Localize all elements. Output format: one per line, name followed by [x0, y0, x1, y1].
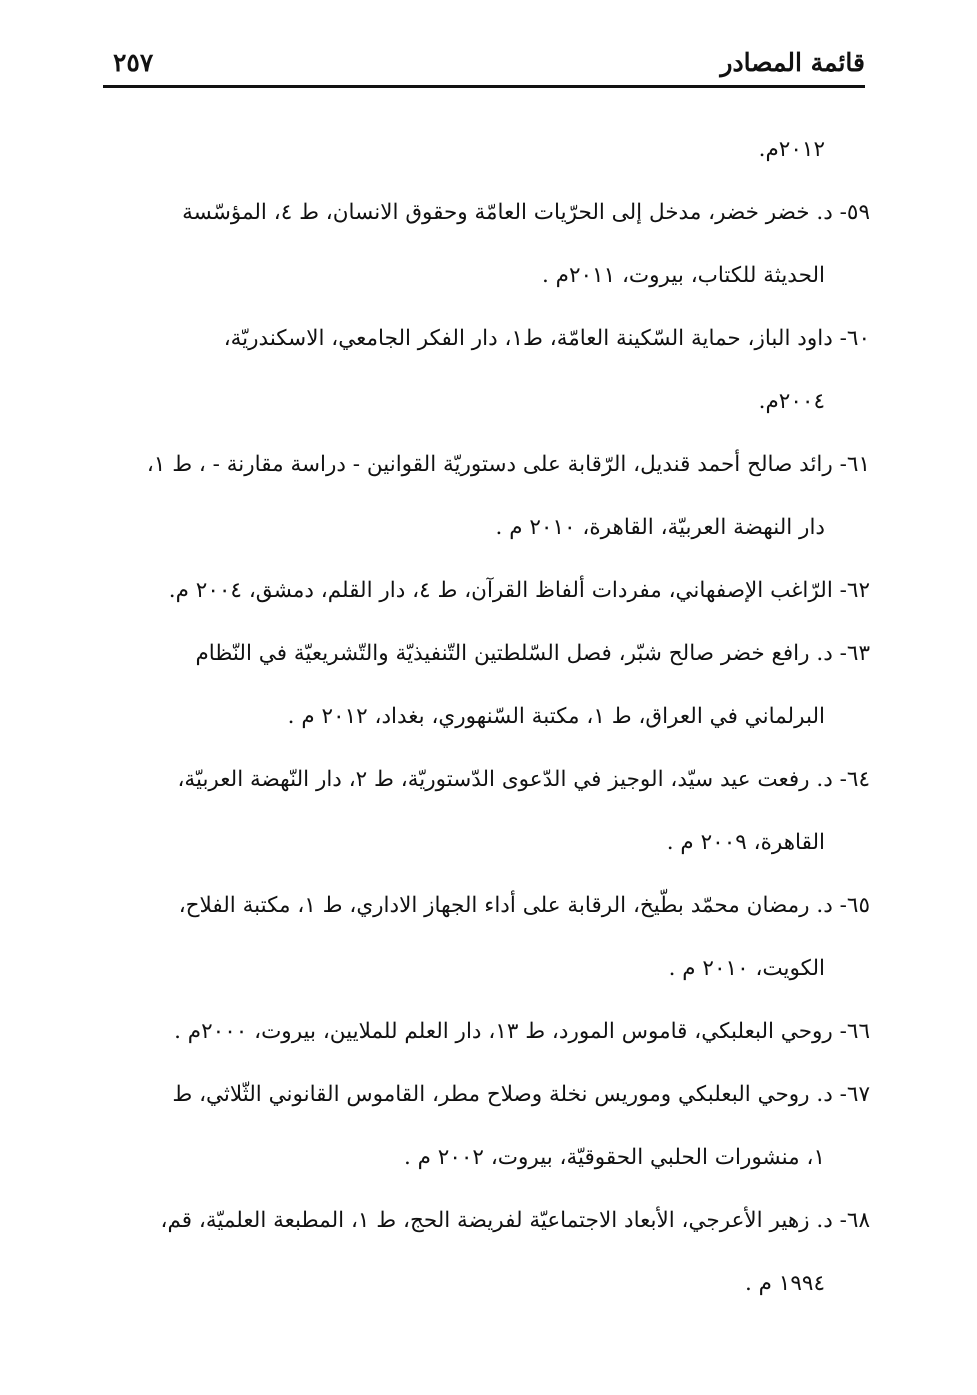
page-header — [103, 40, 865, 88]
entry-continuation-line: ١، منشورات الحلبي الحقوقيّة، بيروت، ٢٠٠٢ م . — [403, 1145, 825, 1170]
entry-first-line: ٦٣- د. رافع خضر صالح شبّر، فصل السّلطتين التّنفيذيّة والتّشريعيّة في النّظام — [195, 641, 870, 666]
bibliography-entry — [100, 874, 870, 1000]
entry-continuation-line: دار النهضة العربيّة، القاهرة، ٢٠١٠ م . — [495, 515, 825, 540]
entry-continuation-line: ٢٠٠٤م. — [758, 389, 825, 414]
entry-continuation-line: القاهرة، ٢٠٠٩ م . — [666, 830, 825, 855]
running-title: قائمة المصادر — [720, 48, 865, 77]
entry-first-line: ٥٩- د. خضر خضر، مدخل إلى الحرّيات العامّة وحقوق الانسان، ط ٤، المؤسّسة — [182, 200, 870, 225]
bibliography-entry — [100, 118, 870, 181]
entry-first-line: ٦٦- روحي البعلبكي، قاموس المورد، ط ١٣، دار العلم للملايين، بيروت، ٢٠٠٠م . — [174, 1019, 870, 1044]
bibliography-entry — [100, 1189, 870, 1315]
bibliography-entry — [100, 1000, 870, 1063]
bibliography-entry — [100, 748, 870, 874]
header-rule — [103, 85, 865, 88]
entry-continuation-line: الحديثة للكتاب، بيروت، ٢٠١١م . — [541, 263, 825, 288]
bibliography-entry — [100, 622, 870, 748]
entry-continuation-line: ١٩٩٤ م . — [744, 1271, 825, 1296]
entry-continuation-line: البرلماني في العراق، ط ١، مكتبة السّنهوري، بغداد، ٢٠١٢ م . — [287, 704, 825, 729]
entry-first-line: ٦٠- داود الباز، حماية السّكينة العامّة، ط١، دار الفكر الجامعي، الاسكندريّة، — [223, 326, 870, 351]
bibliography-entry — [100, 559, 870, 622]
entry-first-line: ٦٥- د. رمضان محمّد بطّيخ، الرقابة على أداء الجهاز الاداري، ط ١، مكتبة الفلاح، — [178, 893, 870, 918]
bibliography-entry — [100, 433, 870, 559]
bibliography-entry — [100, 181, 870, 307]
entry-first-line: ٦١- رائد صالح أحمد قنديل، الرّقابة على دستوريّة القوانين - دراسة مقارنة - ، ط ١، — [146, 452, 870, 477]
entry-continuation-line: ٢٠١٢م. — [758, 137, 825, 162]
bibliography-entry — [100, 307, 870, 433]
entry-continuation-line: الكويت، ٢٠١٠ م . — [668, 956, 825, 981]
bibliography-entry — [100, 1063, 870, 1189]
page-number: ٢٥٧ — [113, 48, 154, 77]
bibliography-list — [100, 118, 870, 1315]
entry-first-line: ٦٧- د. روحي البعلبكي وموريس نخلة وصلاح مطر، القاموس القانوني الثّلاثي، ط — [172, 1082, 870, 1107]
entry-first-line: ٦٨- د. زهير الأعرجي، الأبعاد الاجتماعيّة لفريضة الحج، ط ١، المطبعة العلميّة، قم، — [160, 1208, 870, 1233]
entry-first-line: ٦٤- د. رفعت عيد سيّد، الوجيز في الدّعوى الدّستوريّة، ط ٢، دار النّهضة العربيّة، — [177, 767, 870, 792]
entry-first-line: ٦٢- الرّاغب الإصفهاني، مفردات ألفاظ القرآن، ط ٤، دار القلم، دمشق، ٢٠٠٤ م. — [168, 578, 870, 603]
